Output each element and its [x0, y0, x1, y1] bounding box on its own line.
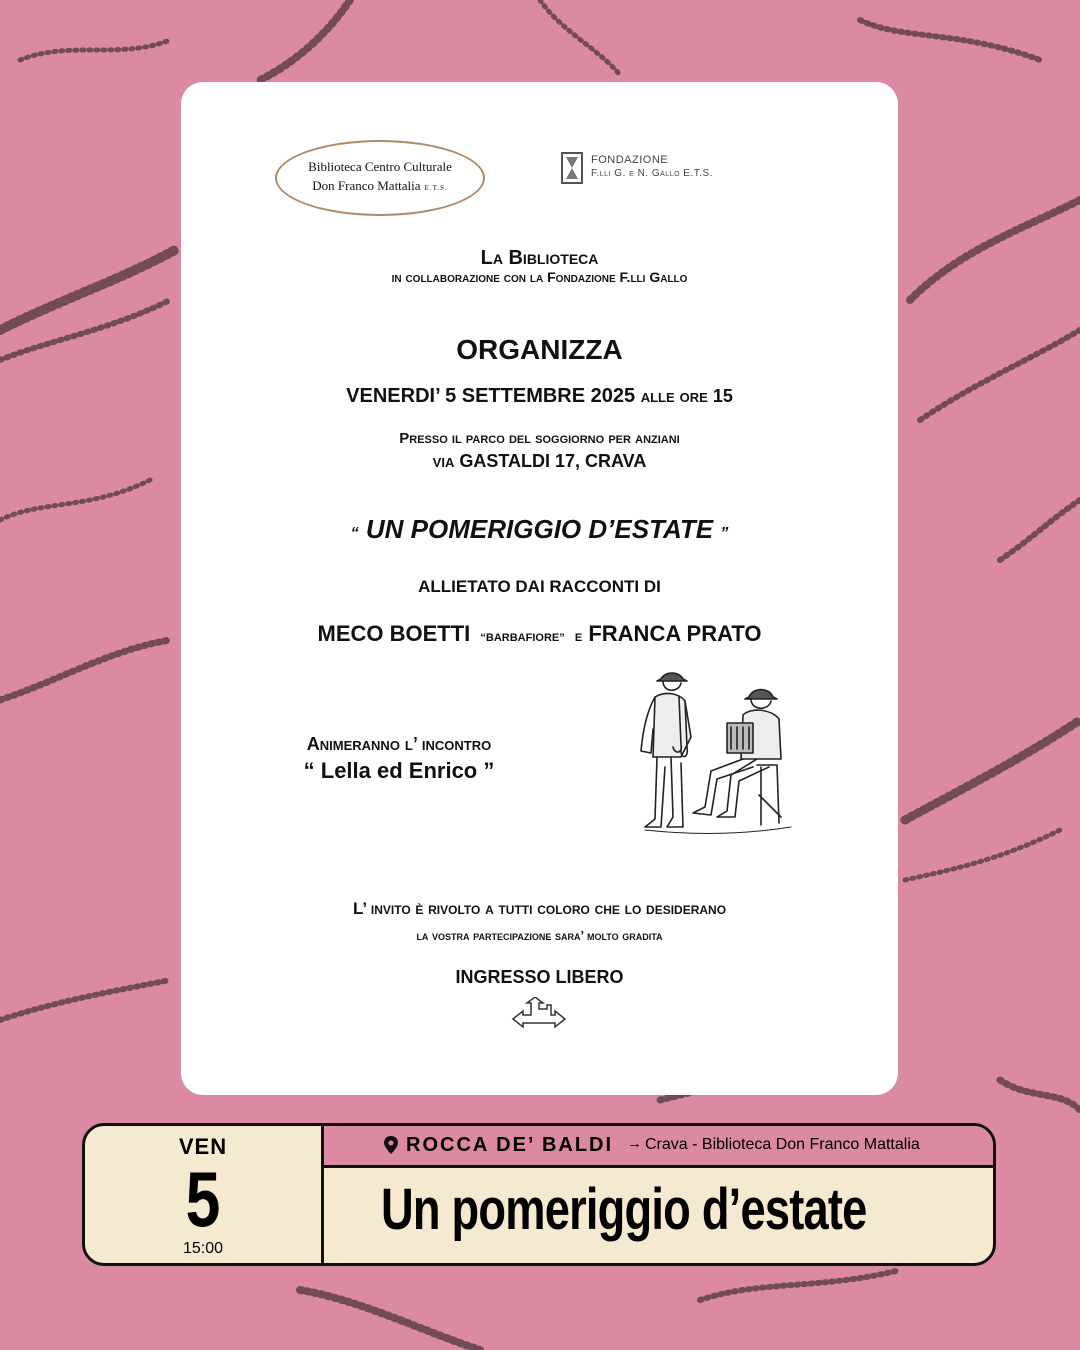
intro-subtitle: in collaborazione con la Fondazione F.lli Gallo — [391, 269, 688, 285]
quote-close: ” — [720, 525, 729, 542]
event-date: VENERDI’ 5 SETTEMBRE 2025 — [346, 385, 636, 407]
event-info-bar[interactable] — [82, 1123, 996, 1266]
fondazione-logo-line2: F.lli G. e N. Gallo E.T.S. — [591, 168, 713, 179]
fondazione-logo — [561, 152, 821, 192]
biblioteca-logo-line2: Don Franco Mattalia — [312, 178, 421, 193]
biblioteca-logo-ets: E.T.S. — [424, 184, 448, 192]
invito-text: L’ invito è rivolto a tutti coloro che lo desiderano — [352, 899, 727, 918]
speakers-line — [181, 621, 898, 647]
speakers-and: e — [574, 628, 583, 645]
allietato-text: ALLIETATO DAI RACCONTI DI — [418, 577, 661, 596]
speaker-2: FRANCA PRATO — [588, 621, 762, 646]
ornament-arrows-icon — [511, 997, 567, 1033]
venue-presso: Presso il parco del soggiorno per anziani — [399, 430, 680, 447]
arrow-right-icon: → — [627, 1135, 642, 1152]
venue-address: via GASTALDI 17, CRAVA — [432, 451, 647, 471]
animeranno-text: Animeranno l’ incontro — [306, 734, 492, 754]
event-name-line — [181, 514, 898, 545]
biblioteca-logo — [275, 140, 485, 216]
speaker-1-nickname: “BARBAFIORE” — [480, 632, 565, 644]
hourglass-icon — [561, 152, 583, 184]
event-title[interactable]: Un pomeriggio d’estate — [381, 1177, 867, 1242]
performers-text: “ Lella ed Enrico ” — [303, 758, 495, 783]
event-location-strip — [324, 1126, 993, 1168]
event-time: alle ore 15 — [640, 386, 733, 406]
event-flyer — [181, 82, 898, 1095]
event-time-label: 15:00 — [182, 1240, 224, 1257]
partecipazione-text: la vostra partecipazione sara’ molto gradita — [416, 928, 663, 943]
speaker-1: MECO BOETTI — [317, 621, 471, 646]
event-name: UN POMERIGGIO D’ESTATE — [365, 514, 714, 544]
quote-open: “ — [350, 525, 359, 542]
ingresso-text: INGRESSO LIBERO — [455, 967, 624, 987]
fondazione-logo-line1: FONDAZIONE — [591, 154, 669, 166]
location-pin-icon — [384, 1136, 398, 1154]
event-date-line — [181, 385, 898, 408]
event-location-detail: Crava - Biblioteca Don Franco Mattalia — [645, 1136, 920, 1153]
organizza-heading: ORGANIZZA — [456, 334, 623, 365]
biblioteca-logo-line1: Biblioteca Centro Culturale — [308, 159, 452, 174]
event-date-block — [85, 1126, 324, 1263]
intro-title: La Biblioteca — [480, 247, 599, 269]
event-day-name: VEN — [178, 1134, 228, 1159]
event-location: ROCCA DE’ BALDI — [406, 1134, 614, 1156]
musicians-illustration — [631, 667, 796, 837]
event-day-number: 5 — [185, 1155, 221, 1243]
